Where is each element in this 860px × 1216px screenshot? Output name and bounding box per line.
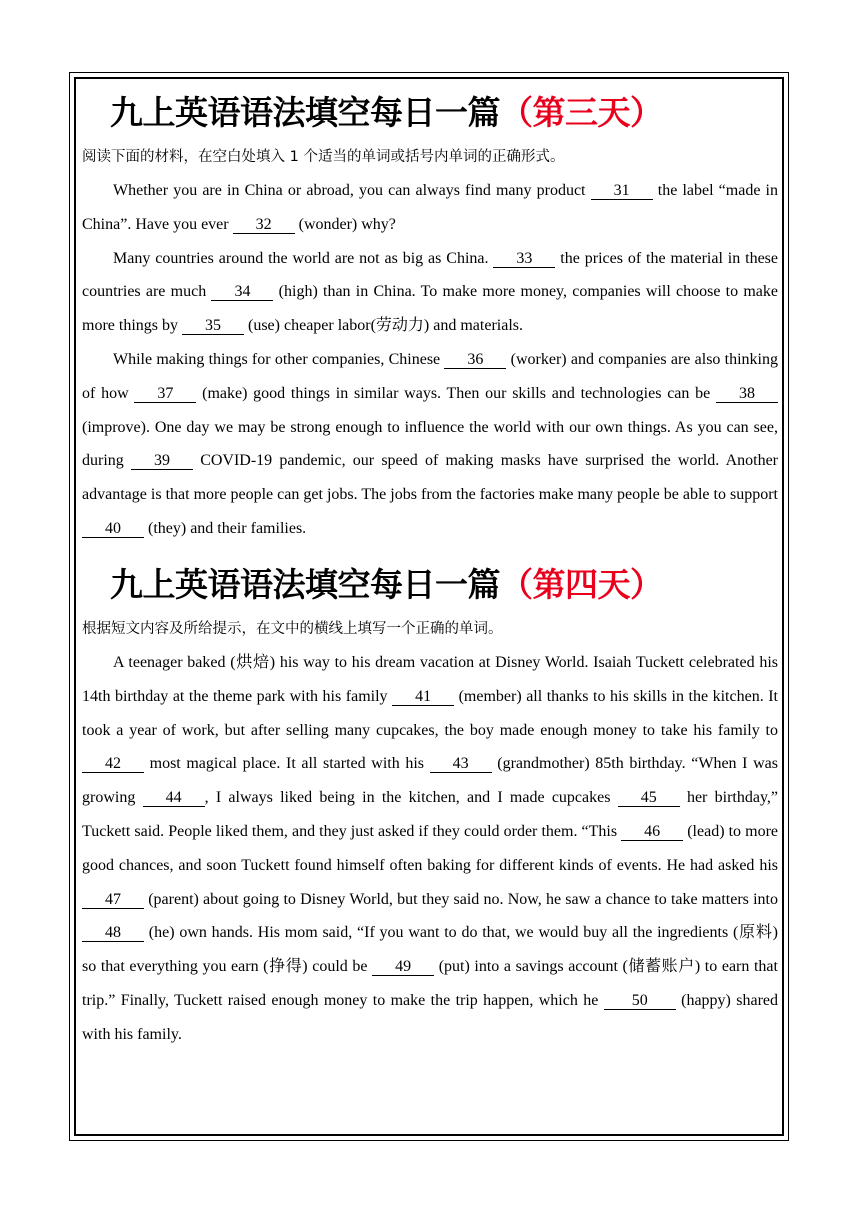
paragraph-text: Whether you are in China or abroad, you can always find many product [113, 182, 591, 199]
paragraph-text: (he) own hands. His mom said, “If you want to do that, we would buy all the ingredients (原料) so that everything you earn (挣得) could be [82, 924, 778, 976]
paragraph-text: (happy) shared with his family. [82, 991, 779, 1043]
blank-48[interactable]: 48 [82, 924, 144, 942]
instruction-text: 阅读下面的材料，在空白处填入 1 个适当的单词或括号内单词的正确形式。 [82, 149, 565, 165]
paragraph-text: her birthday,” Tuckett said. People liked them, and they just asked if they could order them. “This [82, 789, 779, 840]
title-day: （第三天） [500, 93, 663, 132]
paragraph-3 [82, 343, 778, 546]
blank-34[interactable]: 34 [211, 283, 273, 301]
blank-42[interactable]: 42 [82, 755, 144, 773]
paragraph-text: (use) cheaper labor(劳动力) and materials. [244, 317, 523, 335]
paragraph-text: (they) and their families. [144, 519, 307, 537]
title-day: （第四天） [500, 565, 663, 604]
blank-50[interactable]: 50 [604, 992, 676, 1010]
paragraph-text: (improve). One day we may be strong enough to influence the world with our own things. As you can see, during [82, 418, 778, 470]
paragraph-text: COVID-19 pandemic, our speed of making masks have surprised the world. Another advantage is that more people can get jobs. The jobs from the factories make many people be able to support [82, 452, 778, 504]
paragraph-text: (lead) to more good chances, and soon Tuckett found himself often baking for different kinds of events. He had asked his [82, 822, 778, 874]
paragraph-text: the label “made in China”. Have you ever [82, 182, 778, 233]
blank-43[interactable]: 43 [430, 755, 492, 773]
paragraph-text: (member) all thanks to his skills in the kitchen. It took a year of work, but after selling many cupcakes, the boy made enough money to take his family to [82, 687, 779, 739]
instruction-text: 根据短文内容及所给提示，在文中的横线上填写一个正确的单词。 [82, 621, 503, 637]
blank-44[interactable]: 44 [143, 789, 205, 807]
blank-41[interactable]: 41 [392, 688, 454, 706]
blank-45[interactable]: 45 [618, 789, 680, 807]
blank-32[interactable]: 32 [233, 216, 295, 234]
title-main: 九上英语语法填空每日一篇 [110, 565, 500, 604]
paragraph-text: A teenager baked (烘焙) his way to his dream vacation at Disney World. Isaiah Tuckett celebrated his 14th birthday at the theme park with his family [82, 654, 778, 705]
blank-35[interactable]: 35 [182, 317, 244, 335]
blank-39[interactable]: 39 [131, 452, 193, 470]
paragraph-text: While making things for other companies, Chinese [113, 350, 445, 368]
section-title [82, 558, 778, 612]
paragraph-2 [82, 242, 778, 343]
paragraph-text: , I always liked being in the kitchen, and I made cupcakes [204, 789, 618, 807]
blank-37[interactable]: 37 [134, 385, 196, 403]
blank-33[interactable]: 33 [493, 250, 555, 268]
blank-31[interactable]: 31 [591, 182, 653, 200]
paragraph-text: the prices of the material in these countries are much [82, 249, 779, 301]
paragraph-text: (grandmother) 85th birthday. “When I was growing [82, 755, 778, 807]
paragraph-text: (put) into a savings account (储蓄账户) to earn that trip.” Finally, Tuckett raised enough money to make the trip happen, which he [82, 958, 778, 1009]
worksheet-content [82, 86, 779, 1043]
blank-38[interactable]: 38 [716, 385, 778, 403]
paragraph-text: (make) good things in similar ways. Then our skills and technologies can be [196, 384, 716, 402]
section-title [82, 86, 778, 140]
paragraph-text: most magical place. It all started with his [144, 755, 430, 773]
blank-36[interactable]: 36 [444, 351, 506, 369]
section-day-3 [82, 86, 778, 546]
paragraph-1 [82, 646, 778, 1052]
paragraph-text: (high) than in China. To make more money, companies will choose to make more things by [82, 283, 779, 335]
blank-46[interactable]: 46 [621, 823, 683, 841]
paragraph-text: (worker) and companies are also thinking of how [82, 350, 778, 402]
section-day-4 [82, 558, 778, 1052]
blank-47[interactable]: 47 [82, 891, 144, 909]
title-main: 九上英语语法填空每日一篇 [110, 93, 500, 132]
blank-49[interactable]: 49 [372, 958, 434, 976]
paragraph-1 [82, 174, 778, 242]
paragraph-text: (parent) about going to Disney World, but they said no. Now, he saw a chance to take matters into [144, 890, 778, 908]
paragraph-text: Many countries around the world are not as big as China. [113, 249, 494, 267]
paragraph-text: (wonder) why? [294, 215, 396, 233]
blank-40[interactable]: 40 [82, 520, 144, 538]
